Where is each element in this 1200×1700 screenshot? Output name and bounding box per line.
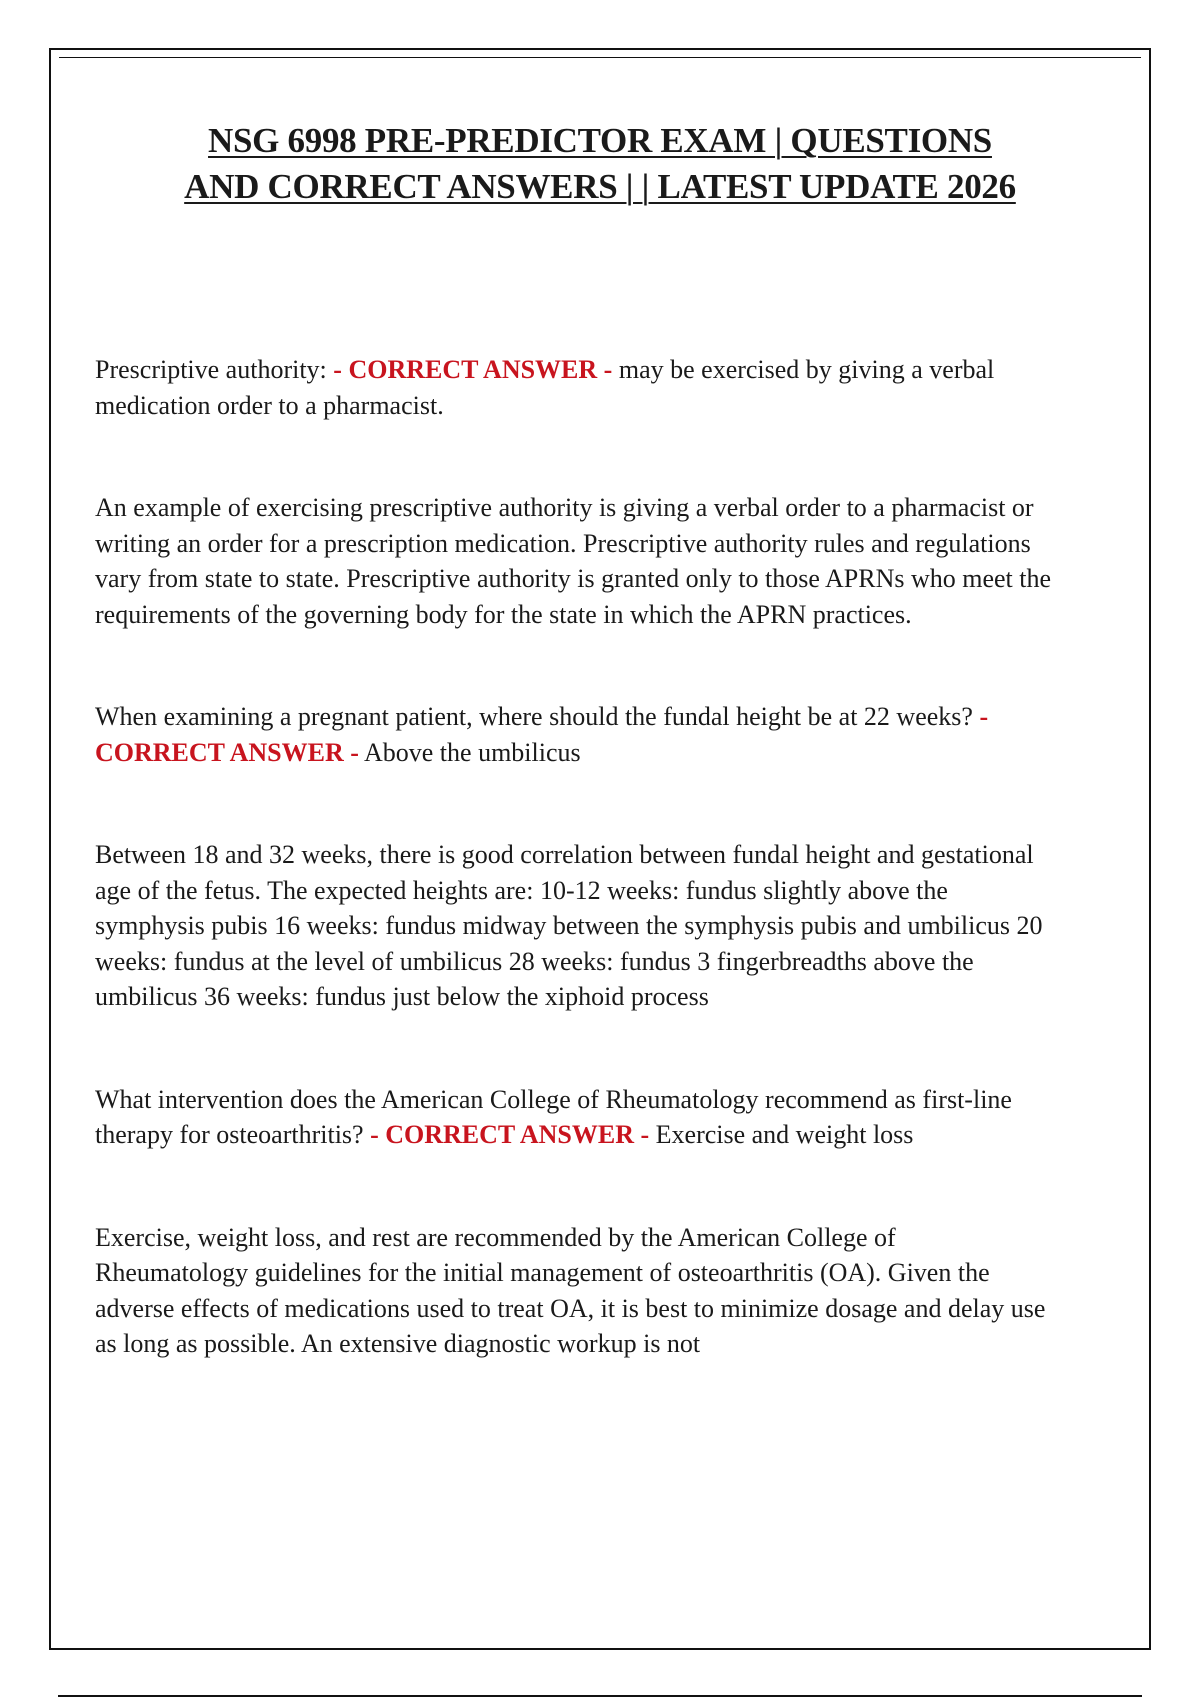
rationale-2: Between 18 and 32 weeks, there is good correlation between fundal height and gestational age of the fetus. The expected heights are: 10-12 weeks: fundus slightly above the symphysis pubis 16 weeks: fundus midway between the symphysis pubis and umbilicus 20 weeks: fundus at the level of umbilicus 28 weeks: fundus 3 fingerbreadths above the umbilicus 36 weeks: fundus just below the xiphoid process xyxy=(95,840,1043,1011)
answer-text: Above the umbilicus xyxy=(363,737,581,767)
bottom-rule xyxy=(58,1695,1142,1697)
document-body xyxy=(95,352,1055,1362)
question-2 xyxy=(95,699,1055,770)
question-text: What intervention does the American College of Rheumatology recommend as first-line therapy for osteoarthritis? xyxy=(95,1084,1012,1149)
answer-text: Exercise and weight loss xyxy=(655,1120,914,1149)
frame-top-rule xyxy=(59,57,1141,58)
question-3 xyxy=(95,1082,1055,1153)
document-title xyxy=(0,118,1200,210)
rationale-3: Exercise, weight loss, and rest are recommended by the American College of Rheumatology guidelines for the initial management of osteoarthritis (OA). Given the adverse effects of medications used to treat OA, it is best to minimize dosage and delay use as long as possible. An extensive diagnostic workup is not xyxy=(95,1222,1046,1358)
correct-answer-label: - CORRECT ANSWER - xyxy=(95,702,989,767)
title-line-1: NSG 6998 PRE-PREDICTOR EXAM | QUESTIONS xyxy=(208,121,992,161)
answer-text: may be exercised by giving a verbal medication order to a pharmacist. xyxy=(95,355,995,420)
question-text: When examining a pregnant patient, where should the fundal height be at 22 weeks? xyxy=(95,702,973,731)
question-1 xyxy=(95,352,1055,423)
question-text: Prescriptive authority: xyxy=(95,355,327,384)
correct-answer-label: - CORRECT ANSWER - xyxy=(333,355,613,384)
title-line-2: AND CORRECT ANSWERS | | LATEST UPDATE 2026 xyxy=(184,167,1016,207)
rationale-1: An example of exercising prescriptive authority is giving a verbal order to a pharmacist or writing an order for a prescription medication. Prescriptive authority rules and regulations vary from state to state. Prescriptive authority is granted only to those APRNs who meet the requirements of the governing body for the state in which the APRN practices. xyxy=(95,493,1052,629)
correct-answer-label: - CORRECT ANSWER - xyxy=(370,1120,650,1149)
